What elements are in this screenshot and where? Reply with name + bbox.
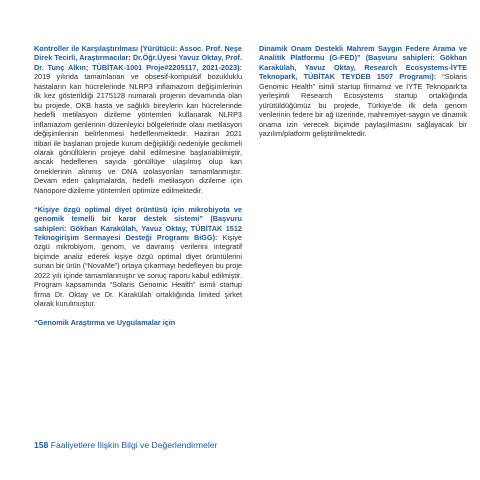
paragraph-okb-project bbox=[34, 44, 242, 195]
page-number: 158 bbox=[34, 440, 49, 450]
paragraph-gfed-project bbox=[259, 44, 467, 139]
paragraph-heading: “Kişiye özgü optimal diyet örüntüsü için mikrobiyota ve genomik temelli bir karar destek sistemi” (Başvuru sahipleri: Gökhan Karakülah, Yavuz Oktay, TÜBİTAK 1512 Teknogirişim Sermayesi Desteği Programı BiGG): bbox=[34, 204, 242, 242]
footer-title: Faaliyetlere İlişkin Bilgi ve Değerlendirmeler bbox=[50, 440, 218, 450]
right-column bbox=[259, 44, 467, 139]
paragraph-body: Kişiye özgü mikrobiyom, genom, ve davranış verilerini integratif biçimde analiz ederek kişiye özgü optimal diyet örüntülerini sunan bir ürün (“NovaMe”) ortaya çıkarmayı hedefleyen bu proje 2022 yılı içinde tamamlanmıştır ve sonuç raporu kabul edilmiştir. Program kapsamında “Solaris Genomic Health” isimli startup firma Dr. Oktay ve Dr. Karakülah ortaklığında limited şirket olarak kurulmuştur. bbox=[34, 233, 242, 309]
page-footer bbox=[34, 440, 217, 450]
paragraph-genomics-heading bbox=[34, 318, 242, 327]
paragraph-body: “Solaris Genomic Health” isimli startup firmamız ve İYTE Teknopark’ta yerleşimli Research Ecosystems startup ortaklığında yürütüldüğümüz bu projede, Türkiye’de ilk defa genom verilerinin federe bir ağ üzerinde, mahremiyet-saygın ve dinamik onama izin verecek biçimde paylaşılmasını sağlayacak bir yazılım/platform geliştirilmektedir. bbox=[259, 72, 467, 139]
paragraph-applicants: (Başvuru sahipleri: Gökhan Karakülah, Yavuz Oktay, Research Ecosystems-İYTE Teknopark, TÜBİTAK TEYDEB 1507 Programı): bbox=[259, 53, 467, 82]
paragraph-heading: Dinamik Onam Destekli Mahrem Saygın Federe Arama ve Analitik Platformu (G-FED)” bbox=[259, 44, 467, 63]
paragraph-heading: “Genomik Araştırma ve Uygulamalar için bbox=[34, 318, 176, 328]
left-column bbox=[34, 44, 242, 327]
paragraph-heading: Kontroller ile Karşılaştırılması (Yürütücü: Assoc. Prof. Neşe Direk Tecirli, Araştırmacılar: Dr.Öğr.Üyesi Yavuz Oktay, Prof. Dr. Tunç Alkın; TÜBİTAK-1001 Proje#2205117, 2021-2023): bbox=[34, 44, 242, 72]
paragraph-body: 2019 yılında tamamlanan ve obsesif-kompulsif bozukluklu hastaların kan hücrelerinde NLRP3 inflamazom değişimlerinin ilk kez gösterildiği 2175128 numaralı projenin devamında olan bu projede, OKB hasta ve sağlıklı bireylerin kan hücrelerinde hedefli metilasyon dizileme yöntemleri kullanarak NLRP3 inflamazom genlerinin düzenleyici bölgelerinde olası metilasyon değişimlerinin belirlenmesi hedeflenmektedir. Haziran 2021 itibari ile başlanan projede kurum değişikliği nedeniyle gecikmeli olarak gönüllülerin projeye dahil edilmesine başlanabilmiştir, ancak hedeflenen sayıda gönüllüye ulaşılmış olup kan örneklerinin alınmış ve DNA izolasyonları tamamlanmıştır. Devam eden çalışmalarda, hedefli metilasyon dizileme için Nanopore dizileme yöntemleri optimize edilmektedir. bbox=[34, 72, 242, 195]
paragraph-novame-project bbox=[34, 205, 242, 309]
